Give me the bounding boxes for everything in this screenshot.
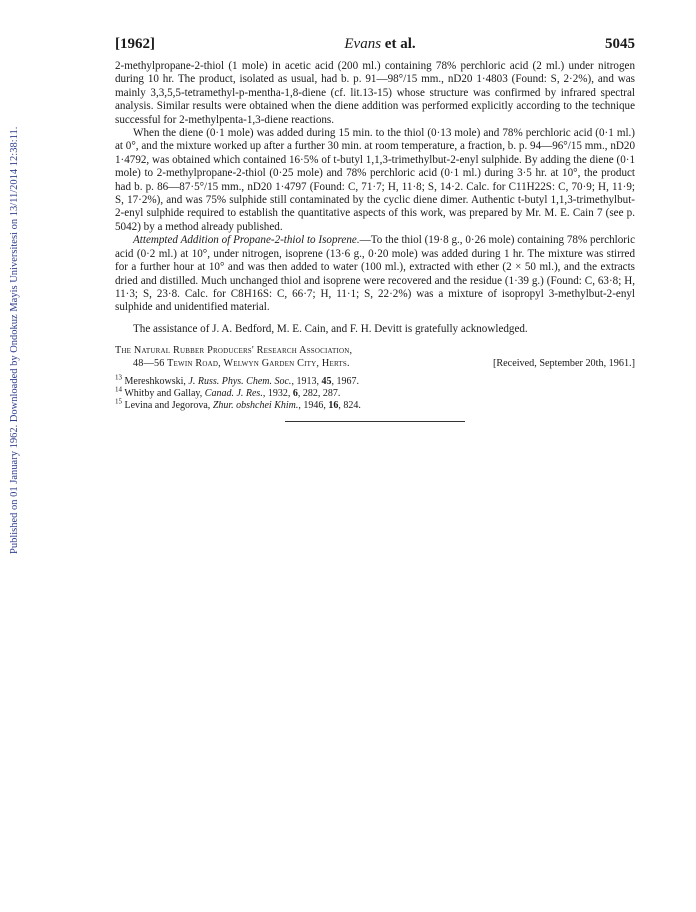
acknowledgement: The assistance of J. A. Bedford, M. E. Cain, and F. H. Devitt is gratefully acknowledged. — [133, 322, 528, 335]
reference-list — [115, 373, 635, 411]
paragraph-3: Attempted Addition of Propane-2-thiol to Isoprene.—To the thiol (19·8 g., 0·26 mole) containing 78% perchloric acid (0·2 ml.) at 10°, under nitrogen, isoprene (13·6 g., 0·20 mole) was added during 1 hr. The mixture was stirred for a further hour at 10° and was then added to water (100 ml.), extracted with ether (2 × 50 ml.), and the extracts dried and distilled. Much unchanged thiol and isoprene were recovered and the residue (1·39 g.) (Found: C, 63·8; H, 11·3; S, 23·8. Calc. for C8H16S: C, 66·7; H, 11·1; S, 22·2%) was a mixture of isopropyl 3-methylbut-2-enyl sulphide and unidentified material. — [115, 234, 635, 314]
institution-name: The Natural Rubber Producers' Research Association, — [115, 345, 353, 357]
paragraph-1: 2-methylpropane-2-thiol (1 mole) in acetic acid (200 ml.) containing 78% perchloric acid (2 ml.) under nitrogen during 10 hr. The product, isolated as usual, had b. p. 91—98°/15 mm., nD20 1·4803 (Found: S, 2·2%), and was mainly 3,3,5,5-tetramethyl-p-mentha-1,8-diene (cf. lit.13-15) whose structure was confirmed by infrared spectral analysis. Similar results were obtained when the diene addition was performed explicitly according to the technique successful for 2-methylpenta-1,3-diene reactions. — [115, 60, 635, 126]
running-authors: Evans et al. — [344, 36, 416, 52]
running-head — [115, 38, 635, 56]
reference-13: $^{13}$ Mereshkowski, J. Russ. Phys. Chem. Soc., 1913, 45, 1967. — [115, 373, 359, 388]
reference-15: $^{15}$ Levina and Jegorova, Zhur. obshchei Khim., 1946, 16, 824. — [115, 397, 361, 411]
affiliation — [115, 345, 635, 370]
page-number: 5045 — [605, 36, 635, 52]
volume-year: [1962] — [115, 36, 155, 52]
download-watermark-text: Published on 01 January 1962. Downloaded by Ondokuz Mayis Universitesi on 13/11/2014 12:38:11. — [9, 126, 20, 554]
section-heading-isoprene: Attempted Addition of Propane-2-thiol to Isoprene. — [133, 234, 360, 247]
paper-page — [115, 38, 635, 422]
end-rule — [285, 421, 465, 422]
received-date: [Received, September 20th, 1961.] — [492, 357, 635, 369]
download-watermark — [9, 80, 23, 600]
reference-14: $^{14}$ Whitby and Gallay, Canad. J. Res., 1932, 6, 282, 287. — [115, 385, 341, 400]
paragraph-2: When the diene (0·1 mole) was added during 15 min. to the thiol (0·13 mole) and 78% perchloric acid (0·1 ml.) at 0°, and the mixture worked up after a further 30 min. at room temperature, a fraction, b. p. 94—96°/15 mm., nD20 1·4792, was obtained which contained 16·5% of t-butyl 1,1,3-trimethylbut-2-enyl sulphide. By adding the diene (0·1 mole) to 2-methylpropane-2-thiol (0·25 mole) and 78% perchloric acid (0·1 ml.) during 3·5 hr. at 10°, the product had b. p. 86—87·5°/15 mm., nD20 1·4797 (Found: C, 71·7; H, 11·8; S, 14·2. Calc. for C11H22S: C, 70·9; H, 11·9; S, 17·2%), and was 75% sulphide still contaminated by the cyclic diene dimer. Authentic t-butyl 1,1,3-trimethylbut-2-enyl sulphide required to establish the quantitative aspects of this work, was prepared by Mr. M. E. Cain 7 (see p. 5042) by a method already published. — [115, 127, 635, 233]
institution-address: 48—56 Tewin Road, Welwyn Garden City, Herts. — [133, 357, 350, 369]
